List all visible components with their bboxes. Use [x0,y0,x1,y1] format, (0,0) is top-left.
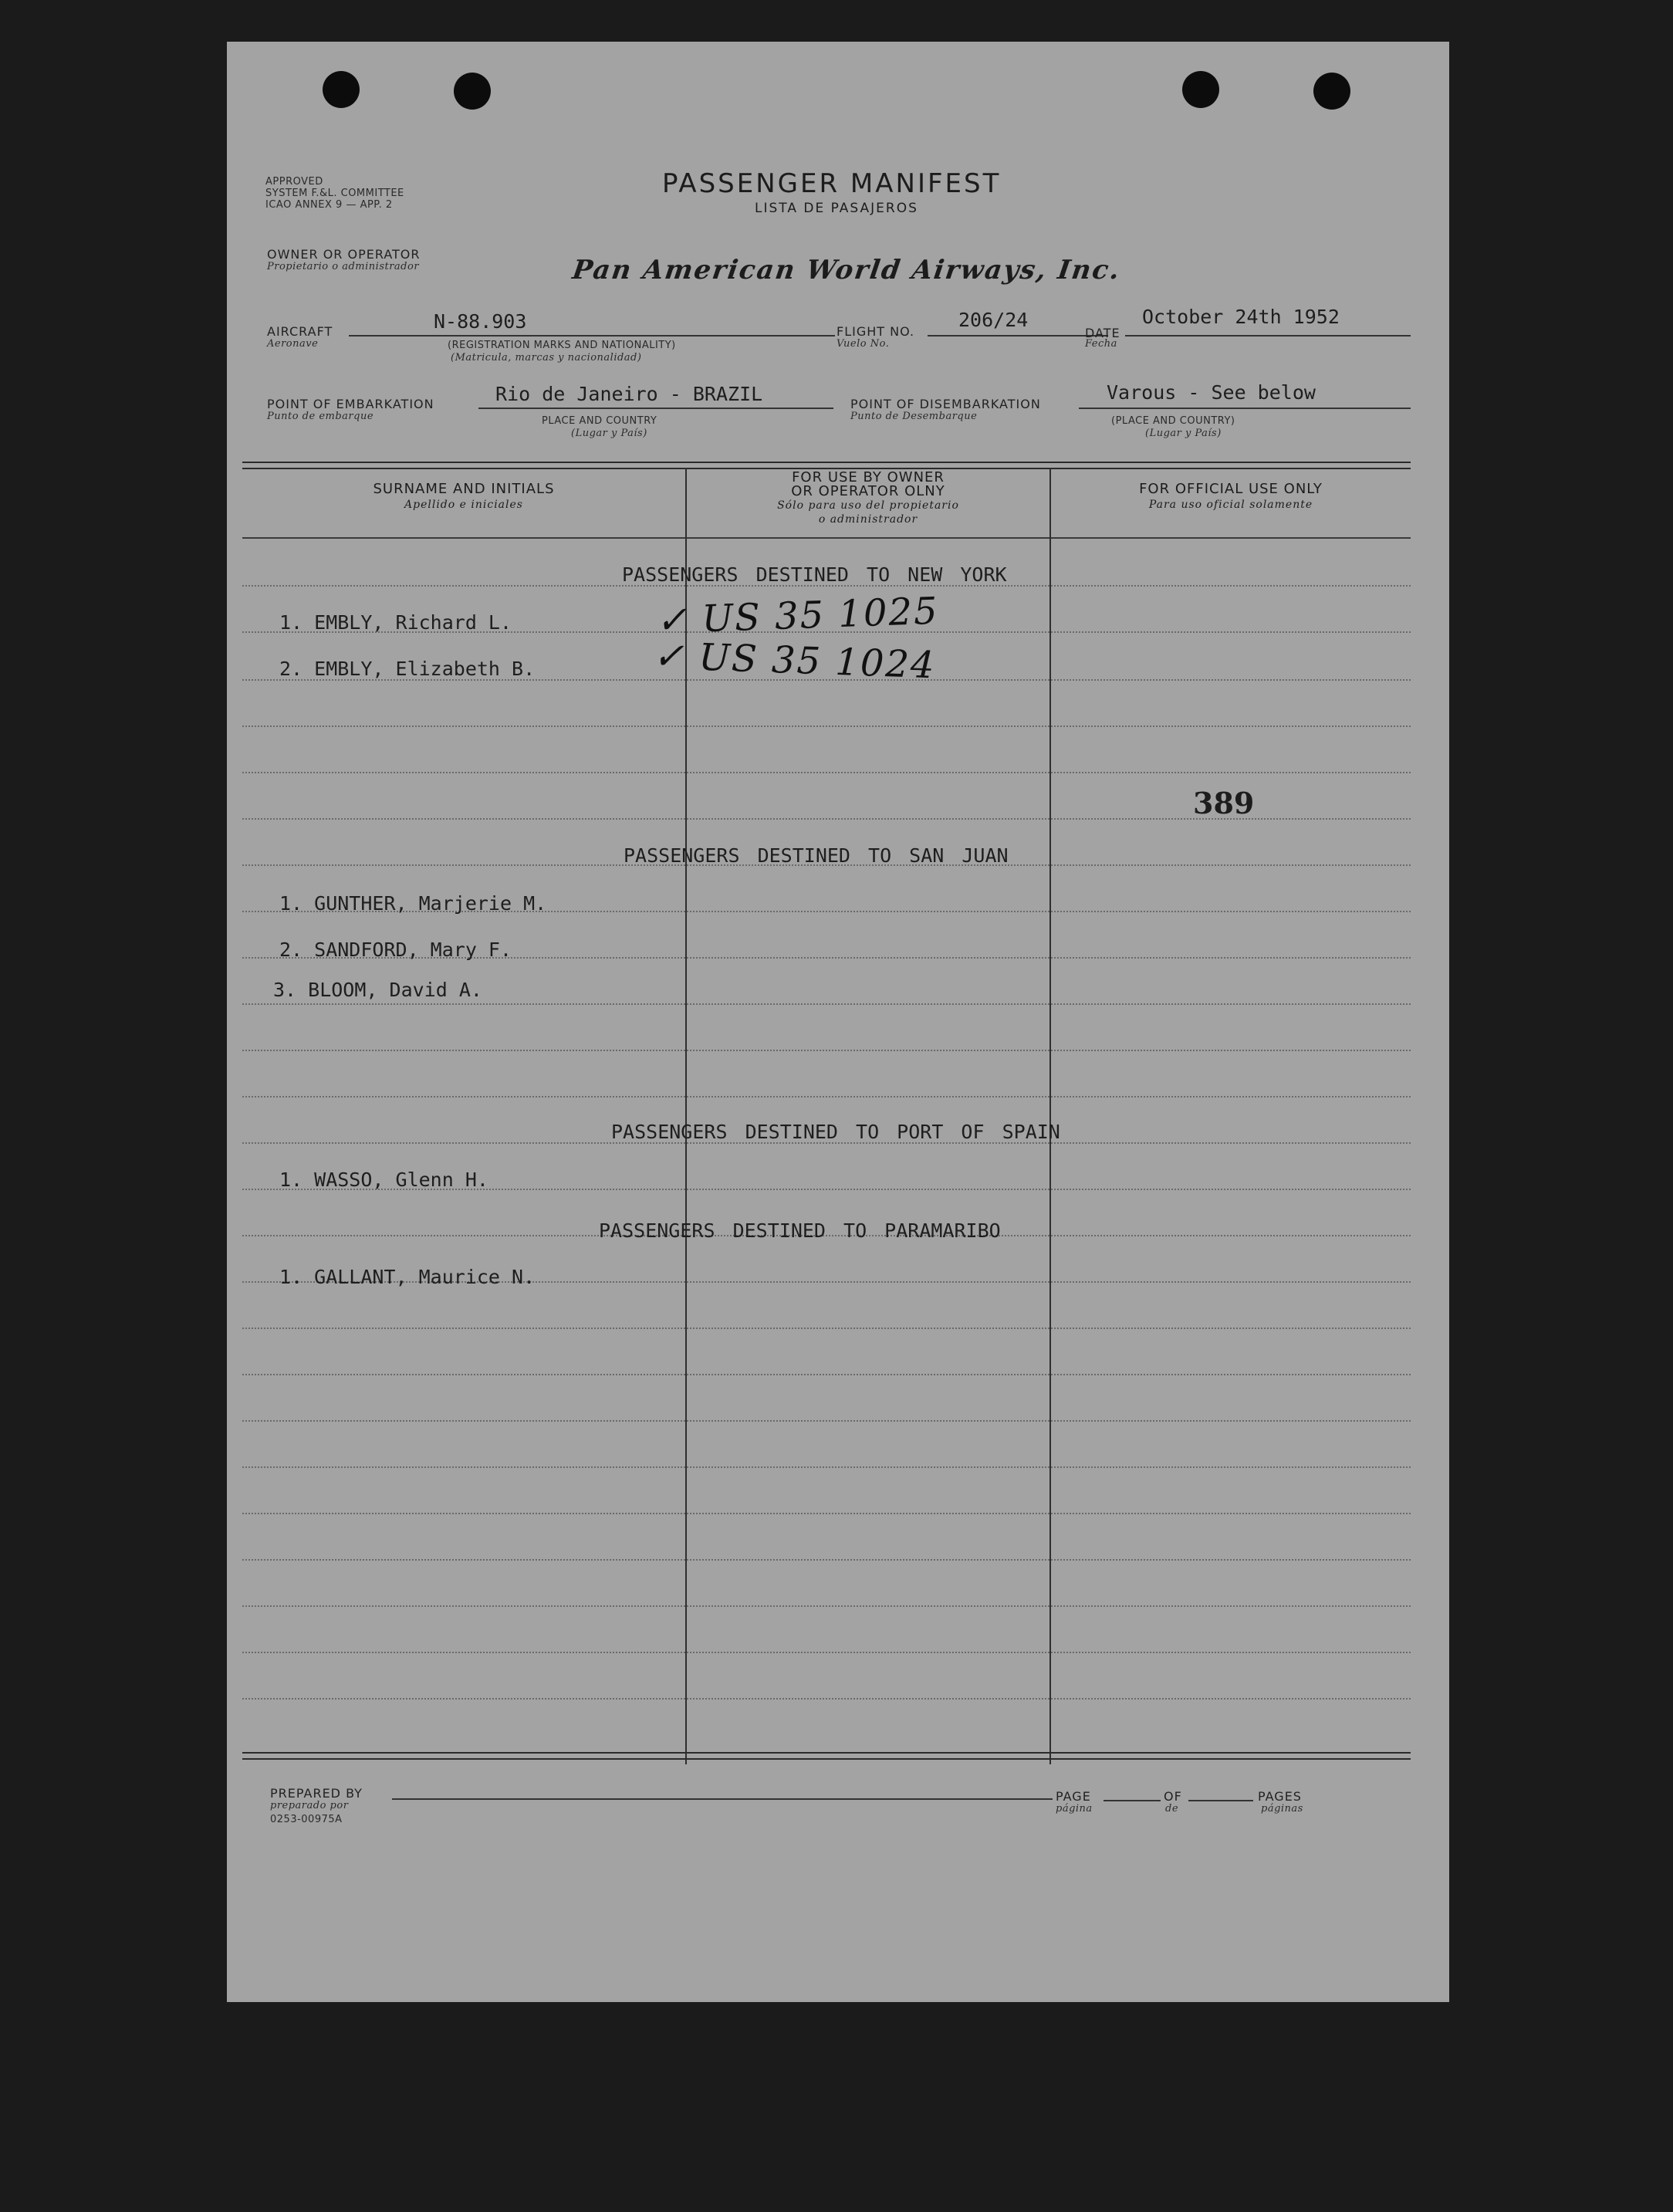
group-heading-new-york: PASSENGERS DESTINED TO NEW YORK [622,563,1007,586]
approval-line: APPROVED [265,176,323,188]
table-bottom-rule [242,1752,1411,1760]
pages-label-es: páginas [1261,1803,1303,1815]
passenger-entry: 2. EMBLY, Elizabeth B. [279,658,536,680]
page-label: PAGE [1056,1789,1091,1804]
column-head-surname-es: Apellido e iniciales [404,499,523,511]
date-value: October 24th 1952 [1142,306,1340,328]
ruled-line [242,1466,1411,1468]
column-head-owner-line: FOR USE BY OWNER [792,469,945,485]
aircraft-label-es: Aeronave [267,338,319,350]
passenger-entry: 1. WASSO, Glenn H. [279,1169,488,1191]
ruled-line [242,1096,1411,1098]
embarkation-label-es: Punto de embarque [267,411,374,422]
ruled-line [242,1374,1411,1375]
place-country-note: PLACE AND COUNTRY [542,415,657,427]
passenger-entry: 1. GUNTHER, Marjerie M. [279,892,547,915]
ruled-line [242,1003,1411,1005]
embarkation-line [478,408,833,409]
airline-name: Pan American World Airways, Inc. [570,255,1123,286]
punch-hole [1313,73,1350,110]
embarkation-label: POINT OF EMBARKATION [267,397,434,411]
form-number: 0253-00975A [270,1814,343,1825]
group-heading-san-juan: PASSENGERS DESTINED TO SAN JUAN [624,844,1009,867]
of-label-es: de [1165,1803,1179,1815]
owner-label: OWNER OR OPERATOR [267,247,421,262]
column-head-owner-use [687,471,1049,526]
manifest-sheet [227,42,1449,2002]
aircraft-line [349,335,835,337]
place-country-note-2: (PLACE AND COUNTRY) [1111,415,1235,427]
column-head-owner-es: o administrador [818,513,918,526]
flight-label: FLIGHT NO. [836,324,915,339]
passenger-entry: 2. SANDFORD, Mary F. [279,939,512,961]
page-title: PASSENGER MANIFEST [662,168,1002,199]
of-label: OF [1164,1789,1182,1804]
passenger-entry: 3. BLOOM, David A. [273,979,482,1001]
approval-line: SYSTEM F.&L. COMMITTEE [265,188,404,199]
flight-value: 206/24 [958,309,1029,331]
passenger-entry: 1. GALLANT, Maurice N. [279,1266,536,1288]
disembarkation-line [1079,408,1411,409]
approval-note [265,176,404,211]
disembarkation-label: POINT OF DISEMBARKATION [850,397,1041,411]
registration-note: (REGISTRATION MARKS AND NATIONALITY) [448,340,676,351]
table-top-rule [242,462,1411,469]
ruled-line [242,1559,1411,1561]
ruled-line [242,1513,1411,1514]
handwritten-annotation: ✓ US 35 1025 [655,589,940,643]
prepared-by-label-es: preparado por [270,1800,349,1811]
column-head-surname-text: SURNAME AND INITIALS [373,481,555,497]
punch-hole [1182,71,1219,108]
header-bottom-rule [242,537,1411,539]
date-label-es: Fecha [1085,338,1117,350]
column-head-official-text: FOR OFFICIAL USE ONLY [1139,481,1323,497]
column-head-surname [242,482,685,512]
registration-note-es: (Matricula, marcas y nacionalidad) [451,352,642,364]
passenger-entry: 1. EMBLY, Richard L. [279,611,512,634]
column-head-owner-line: OR OPERATOR OLNY [791,483,945,499]
ruled-line [242,1328,1411,1329]
column-head-official [1051,482,1411,512]
prepared-by-label: PREPARED BY [270,1786,363,1801]
page-line [1104,1800,1161,1801]
group-heading-paramaribo: PASSENGERS DESTINED TO PARAMARIBO [599,1219,1001,1242]
punch-hole [323,71,360,108]
column-head-official-es: Para uso oficial solamente [1148,499,1313,511]
handwritten-annotation: ✓ US 35 1024 [652,634,937,688]
ruled-line [242,772,1411,773]
page-label-es: página [1056,1803,1093,1815]
flight-label-es: Vuelo No. [836,338,890,350]
approval-line: ICAO ANNEX 9 — APP. 2 [265,199,393,211]
ruled-line [242,1050,1411,1051]
column-head-owner-es: Sólo para uso del propietario [777,499,959,512]
disembarkation-label-es: Punto de Desembarque [850,411,978,422]
prepared-by-line [392,1798,1053,1800]
ruled-line [242,1698,1411,1700]
group-heading-port-of-spain: PASSENGERS DESTINED TO PORT OF SPAIN [611,1121,1060,1143]
punch-hole [454,73,491,110]
aircraft-label: AIRCRAFT [267,324,333,339]
ruled-line [242,1652,1411,1653]
column-divider [1049,468,1051,1764]
flight-line [928,335,1108,337]
ruled-line [242,1420,1411,1422]
pages-label: PAGES [1258,1789,1302,1804]
place-country-note-2-es: (Lugar y País) [1145,428,1222,439]
embarkation-value: Rio de Janeiro - BRAZIL [495,383,763,405]
stamp-number: 389 [1193,786,1255,820]
place-country-note-es: (Lugar y País) [571,428,647,439]
ruled-line [242,1605,1411,1607]
owner-label-es: Propietario o administrador [267,261,420,272]
date-label: DATE [1085,326,1120,340]
date-line [1125,335,1411,337]
page-subtitle: LISTA DE PASAJEROS [755,201,918,216]
disembarkation-value: Varous - See below [1107,381,1316,404]
ruled-line [242,725,1411,727]
aircraft-value: N-88.903 [434,310,527,333]
of-line [1188,1800,1253,1801]
